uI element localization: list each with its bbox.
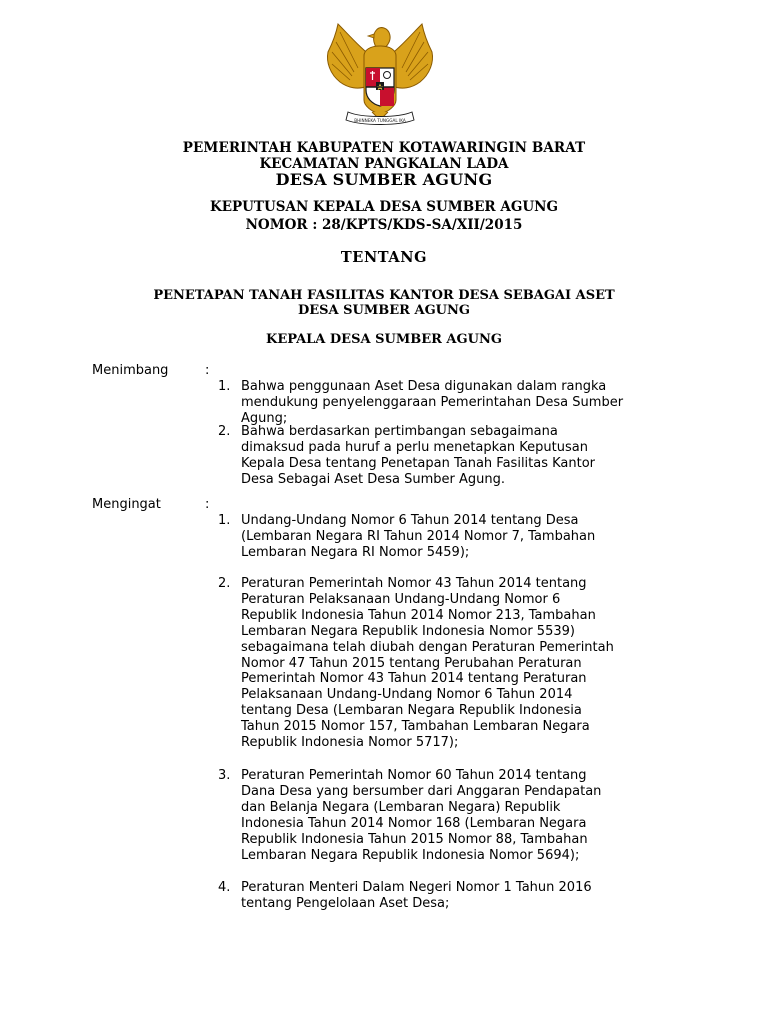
item-line: Lembaran Negara RI Nomor 5459);	[241, 544, 470, 560]
item-line: Nomor 47 Tahun 2015 tentang Perubahan Peraturan	[241, 655, 582, 671]
mengingat-item	[241, 576, 677, 751]
mengingat-item-number: 1.	[218, 513, 231, 528]
item-line: Republik Indonesia Tahun 2014 Nomor 213, Tambahan	[241, 607, 596, 623]
item-line: Peraturan Menteri Dalam Negeri Nomor 1 Tahun 2016	[241, 880, 592, 895]
tentang-heading: TENTANG	[340, 249, 428, 266]
menimbang-item	[241, 379, 677, 427]
item-line: tentang Pengelolaan Aset Desa;	[241, 895, 450, 911]
item-line: Pelaksanaan Undang-Undang Nomor 6 Tahun 2014	[241, 687, 573, 703]
item-line: Undang-Undang Nomor 6 Tahun 2014 tentang Desa	[241, 513, 579, 528]
menimbang-item	[241, 424, 677, 488]
item-line: Lembaran Negara Republik Indonesia Nomor 5539)	[241, 623, 575, 639]
menimbang-item-number: 2.	[218, 424, 231, 439]
item-line: Bahwa berdasarkan pertimbangan sebagaimana	[241, 424, 558, 439]
item-line: Pemerintah Nomor 43 Tahun 2014 tentang Peraturan	[241, 671, 587, 687]
item-line: sebagaimana telah diubah dengan Peraturan Pemerintah	[241, 639, 614, 655]
village-title: DESA SUMBER AGUNG	[275, 170, 493, 189]
garuda-emblem-icon	[318, 20, 442, 126]
item-line: Peraturan Pemerintah Nomor 43 Tahun 2014 tentang	[241, 576, 587, 591]
decree-title: KEPUTUSAN KEPALA DESA SUMBER AGUNG	[209, 199, 558, 215]
item-line: Republik Indonesia Tahun 2015 Nomor 88, Tambahan	[241, 831, 588, 847]
mengingat-item	[241, 513, 677, 561]
item-line: Republik Indonesia Nomor 5717);	[241, 735, 459, 751]
mengingat-item	[241, 880, 677, 912]
item-line: Kepala Desa tentang Penetapan Tanah Fasilitas Kantor	[241, 455, 596, 471]
menimbang-item-number: 1.	[218, 379, 231, 394]
mengingat-label: Mengingat	[92, 497, 161, 512]
item-line: dimaksud pada huruf a perlu menetapkan Keputusan	[241, 439, 588, 455]
item-line: Tahun 2015 Nomor 157, Tambahan Lembaran Negara	[241, 719, 590, 735]
mengingat-item-number: 3.	[218, 768, 231, 783]
subject-line-2: DESA SUMBER AGUNG	[297, 303, 471, 318]
mengingat-item	[241, 768, 677, 863]
emblem-motto: BHINNEKA TUNGGAL IKA	[354, 118, 406, 123]
item-line: tentang Desa (Lembaran Negara Republik Indonesia	[241, 703, 582, 719]
item-line: mendukung penyelenggaraan Pemerintahan Desa Sumber	[241, 394, 624, 410]
decree-number: NOMOR : 28/KPTS/KDS-SA/XII/2015	[245, 217, 523, 233]
district-title: KECAMATAN PANGKALAN LADA	[259, 156, 509, 172]
mengingat-item-number: 4.	[218, 880, 231, 895]
mengingat-item-number: 2.	[218, 576, 231, 591]
item-line: Dana Desa yang bersumber dari Anggaran Pendapatan	[241, 783, 602, 799]
item-line: dan Belanja Negara (Lembaran Negara) Republik	[241, 799, 561, 815]
menimbang-label: Menimbang	[92, 363, 169, 378]
item-line: Lembaran Negara Republik Indonesia Nomor 5694);	[241, 847, 580, 863]
item-line: Bahwa penggunaan Aset Desa digunakan dalam rangka	[241, 379, 607, 394]
item-line: Peraturan Pelaksanaan Undang-Undang Nomor 6	[241, 591, 561, 607]
item-line: Peraturan Pemerintah Nomor 60 Tahun 2014 tentang	[241, 768, 587, 783]
item-line: Agung;	[241, 410, 288, 426]
item-line: (Lembaran Negara RI Tahun 2014 Nomor 7, Tambahan	[241, 528, 596, 544]
subject-line-1: PENETAPAN TANAH FASILITAS KANTOR DESA SEBAGAI ASET	[153, 288, 615, 303]
mengingat-colon: :	[205, 497, 210, 512]
item-line: Desa Sebagai Aset Desa Sumber Agung.	[241, 471, 505, 487]
menimbang-colon: :	[205, 363, 210, 378]
item-line: Indonesia Tahun 2014 Nomor 168 (Lembaran Negara	[241, 815, 587, 831]
official-title: KEPALA DESA SUMBER AGUNG	[266, 332, 502, 347]
government-title: PEMERINTAH KABUPATEN KOTAWARINGIN BARAT	[182, 140, 586, 156]
